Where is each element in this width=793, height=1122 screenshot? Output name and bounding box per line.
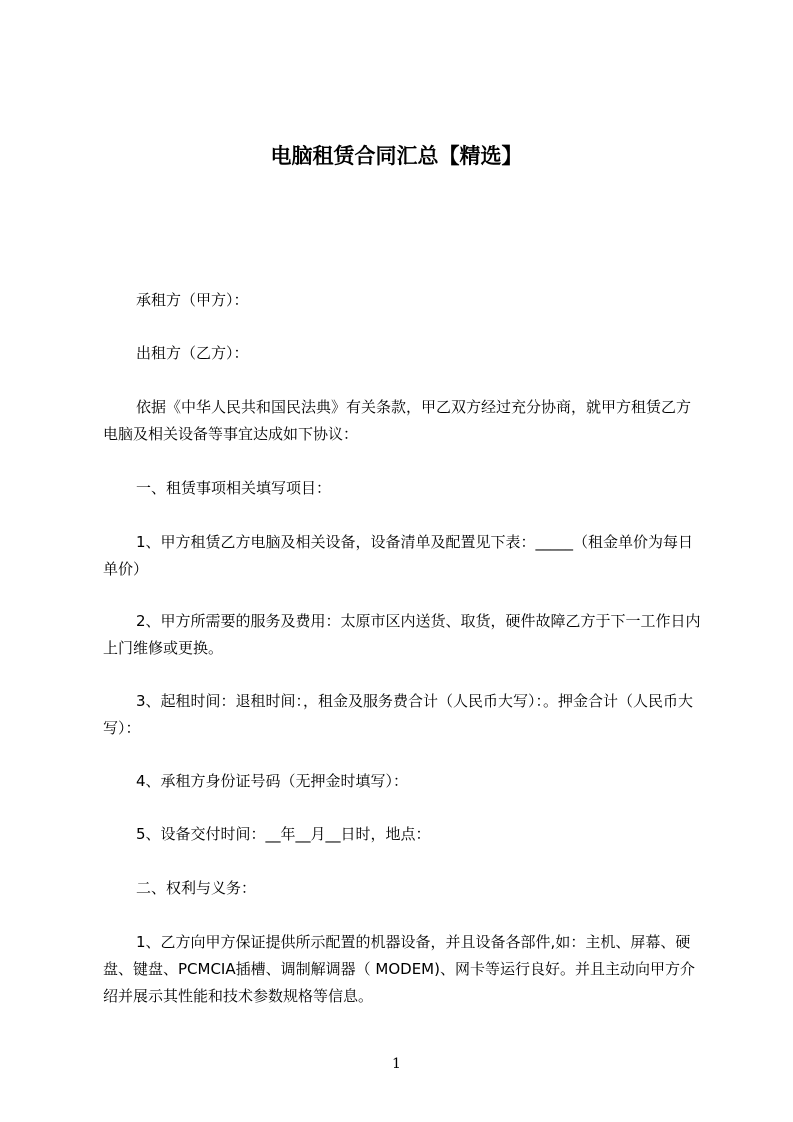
paragraph-item-4: 4、承租方身份证号码（无押金时填写）： — [136, 772, 409, 790]
paragraph-item-2: 2、甲方所需要的服务及费用：太原市区内送货、取货，硬件故障乙方于下一工作日内上门维修或更换。 — [103, 612, 701, 657]
paragraph-lessee: 承租方（甲方）： — [136, 291, 249, 309]
paragraph-basis: 依据《中华人民共和国民法典》有关条款，甲乙双方经过充分协商，就甲方租赁乙方电脑及相关设备等事宜达成如下协议： — [103, 398, 692, 443]
section-heading-rights: 二、权利与义务： — [136, 879, 257, 897]
paragraph-item-5: 5、设备交付时间：__年__月__日时，地点： — [136, 825, 431, 843]
paragraph-lessor: 出租方（乙方）： — [136, 344, 249, 362]
paragraph-rights-1: 1、乙方向甲方保证提供所示配置的机器设备，并且设备各部件,如：主机、屏幕、硬盘、键盘、PCMCIA插槽、调制解调器（ MODEM)、网卡等运行良好。并且主动向甲方介绍并展示其性能和技术参数规格等信息。 — [103, 933, 695, 1005]
page-number: 1 — [392, 1056, 401, 1072]
document-title: 电脑租赁合同汇总【精选】 — [270, 144, 523, 168]
paragraph-item-1: 1、甲方租赁乙方电脑及相关设备，设备清单及配置见下表：_____（租金单价为每日单价） — [103, 533, 694, 578]
section-heading-lease-items: 一、租赁事项相关填写项目： — [136, 479, 332, 497]
paragraph-item-3: 3、起租时间：退租时间：，租金及服务费合计（人民币大写）：。押金合计（人民币大写）： — [103, 692, 694, 737]
